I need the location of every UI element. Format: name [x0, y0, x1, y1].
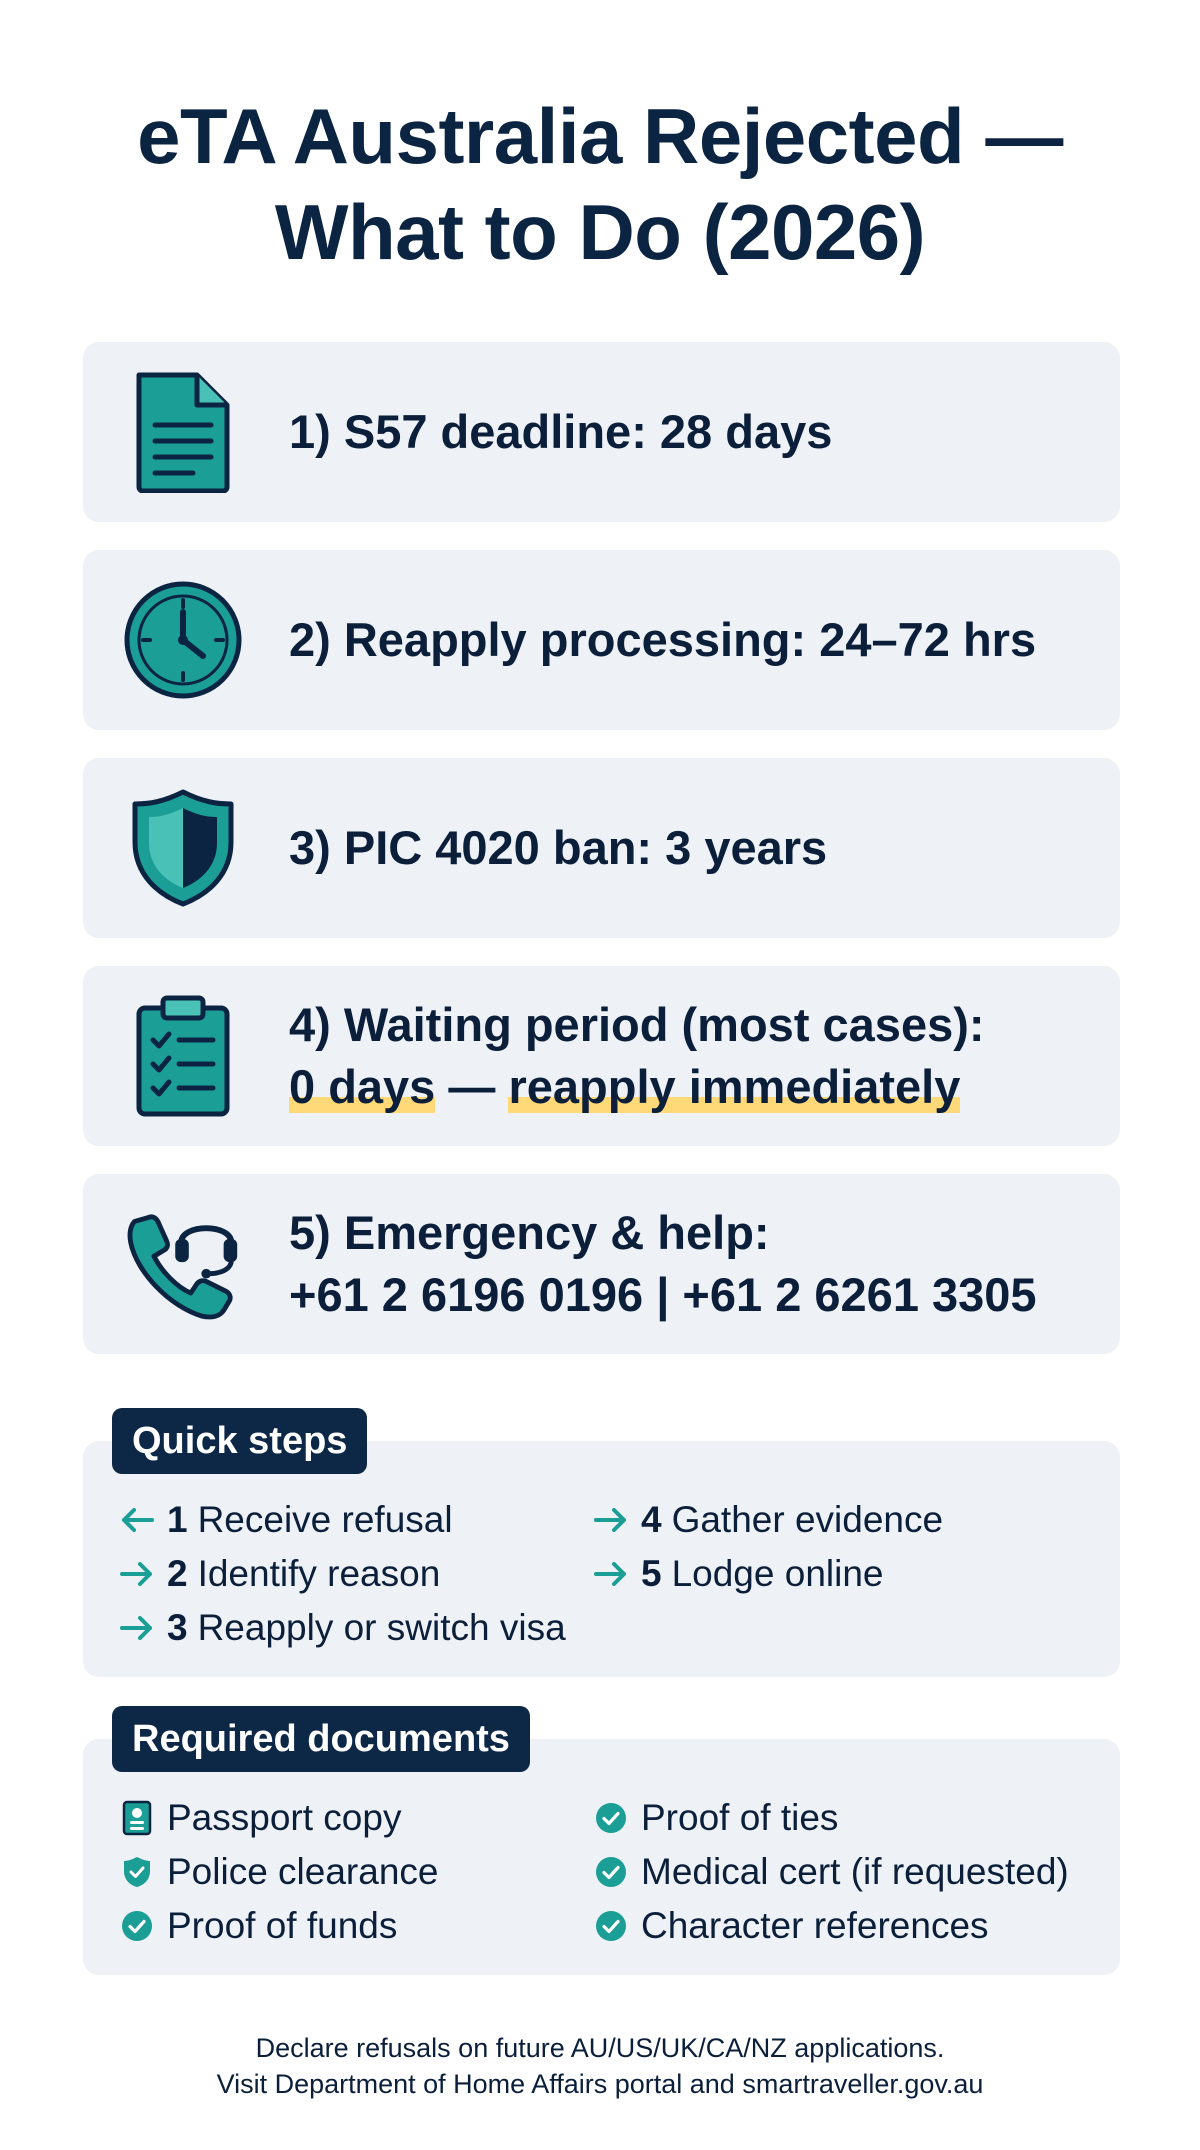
check-circle-icon [593, 1854, 629, 1890]
step-number: 3 [167, 1607, 188, 1648]
info-card-s57-deadline [83, 342, 1120, 522]
document-item [593, 1845, 1069, 1899]
clock-icon [123, 580, 243, 700]
clipboard-checklist-icon [123, 996, 243, 1116]
step-number: 5 [641, 1553, 662, 1594]
document-label: Proof of ties [641, 1797, 839, 1838]
required-documents-panel [83, 1739, 1120, 1975]
title-line-1: eTA Australia Rejected — [137, 92, 1063, 180]
step-item [119, 1493, 453, 1547]
card-text [289, 342, 1100, 522]
arrow-right-icon [593, 1502, 629, 1538]
card-line: 5) Emergency & help: [289, 1206, 770, 1259]
card-text [289, 550, 1100, 730]
check-circle-icon [593, 1908, 629, 1944]
document-label: Proof of funds [167, 1905, 398, 1946]
card-line: 4) Waiting period (most cases): [289, 998, 985, 1051]
step-item [593, 1547, 884, 1601]
step-number: 1 [167, 1499, 188, 1540]
info-card-emergency-help [83, 1174, 1120, 1354]
card-line-highlighted [289, 1056, 1100, 1118]
card-text [289, 1174, 1100, 1354]
step-label: Reapply or switch visa [197, 1607, 566, 1648]
document-item [593, 1791, 838, 1845]
arrow-left-icon [119, 1502, 155, 1538]
document-item [119, 1791, 401, 1845]
check-circle-icon [119, 1908, 155, 1944]
document-label: Character references [641, 1905, 989, 1946]
document-icon [123, 372, 243, 492]
info-card-reapply-processing [83, 550, 1120, 730]
step-label: Gather evidence [671, 1499, 944, 1540]
info-card-waiting-period [83, 966, 1120, 1146]
step-item [593, 1493, 943, 1547]
shield-check-icon [119, 1854, 155, 1890]
step-label: Receive refusal [197, 1499, 453, 1540]
document-label: Passport copy [167, 1797, 402, 1838]
step-number: 4 [641, 1499, 662, 1540]
document-label: Medical cert (if requested) [641, 1851, 1069, 1892]
phone-headset-icon [123, 1204, 243, 1324]
footer-line-2: Visit Department of Home Affairs portal and smartraveller.gov.au [216, 2069, 984, 2099]
card-text [289, 966, 1100, 1146]
quick-steps-heading: Quick steps [112, 1408, 367, 1474]
step-label: Lodge online [671, 1553, 884, 1594]
highlight-reapply-immediately: reapply immediately [508, 1060, 961, 1113]
passport-icon [119, 1800, 155, 1836]
step-item [119, 1601, 566, 1655]
arrow-right-icon [593, 1556, 629, 1592]
card-line-phone-numbers[interactable]: +61 2 6196 0196 | +61 2 6261 3305 [289, 1268, 1037, 1321]
separator: — [435, 1060, 509, 1113]
highlight-0-days: 0 days [289, 1060, 436, 1113]
info-card-pic-4020-ban [83, 758, 1120, 938]
page-title [0, 88, 1200, 280]
card-line: 3) PIC 4020 ban: 3 years [289, 821, 828, 874]
title-line-2: What to Do (2026) [274, 188, 926, 276]
card-text [289, 758, 1100, 938]
footer-note [0, 2030, 1200, 2102]
document-item [119, 1845, 438, 1899]
card-line: 2) Reapply processing: 24–72 hrs [289, 613, 1037, 666]
step-number: 2 [167, 1553, 188, 1594]
document-label: Police clearance [167, 1851, 439, 1892]
card-line: 1) S57 deadline: 28 days [289, 405, 833, 458]
arrow-right-icon [119, 1610, 155, 1646]
quick-steps-panel [83, 1441, 1120, 1677]
step-item [119, 1547, 440, 1601]
shield-icon [123, 788, 243, 908]
document-item [593, 1899, 989, 1953]
step-label: Identify reason [197, 1553, 441, 1594]
arrow-right-icon [119, 1556, 155, 1592]
footer-line-1: Declare refusals on future AU/US/UK/CA/NZ applications. [255, 2033, 945, 2063]
required-documents-heading: Required documents [112, 1706, 530, 1772]
document-item [119, 1899, 397, 1953]
check-circle-icon [593, 1800, 629, 1836]
